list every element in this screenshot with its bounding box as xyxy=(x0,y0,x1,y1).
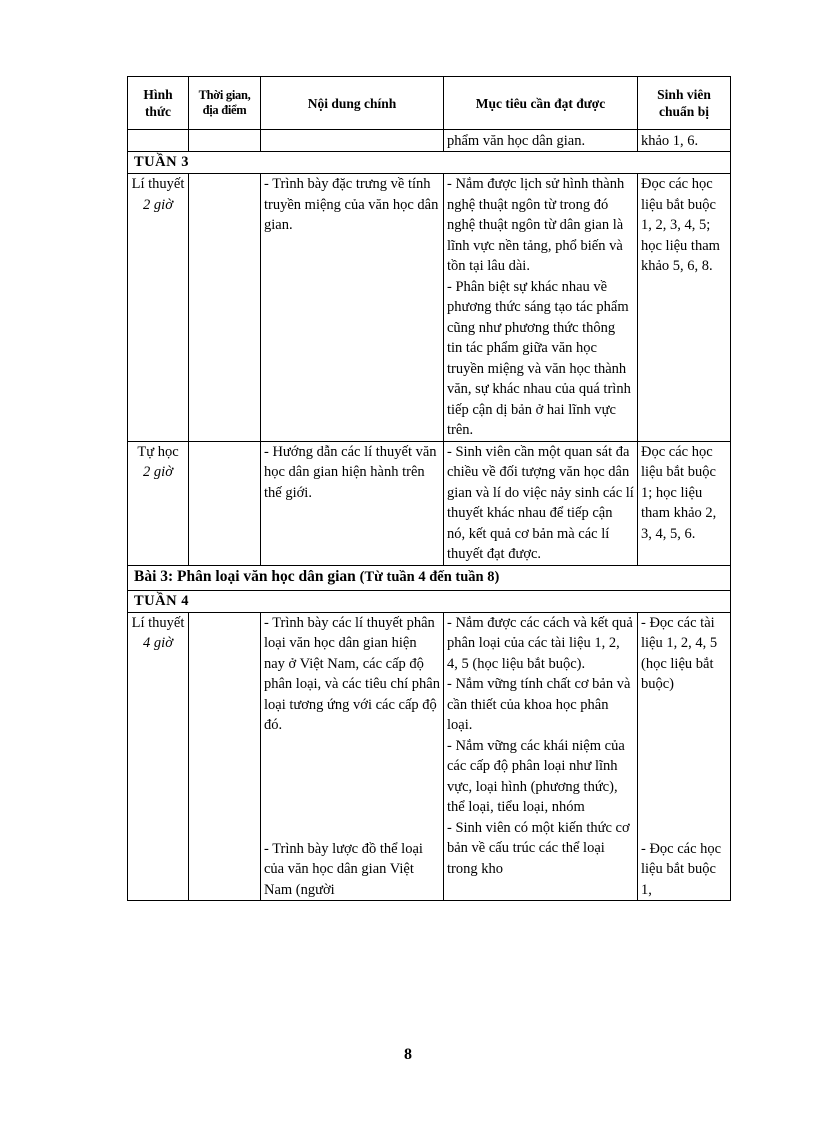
header-objectives: Mục tiêu cần đạt được xyxy=(444,77,638,130)
hours-label: 2 giờ xyxy=(143,196,173,213)
week-4-row xyxy=(128,590,731,612)
week-4-theory-row xyxy=(128,612,731,901)
header-prep: Sinh viên chuẩn bị xyxy=(638,77,731,130)
objective-item: - Nắm vững tính chất cơ bản và cần thiết của khoa học phân loại. xyxy=(447,676,631,733)
time-place-cell xyxy=(189,174,261,442)
prep-cell xyxy=(638,612,731,901)
header-form: Hình thức xyxy=(128,77,189,130)
lesson-3-row xyxy=(128,565,731,590)
week-3-label: TUẦN 3 xyxy=(128,152,731,174)
objectives-cell xyxy=(444,612,638,901)
page-number: 8 xyxy=(404,1046,412,1063)
time-place-cell xyxy=(189,441,261,565)
form-cell xyxy=(128,174,189,442)
header-row xyxy=(128,77,731,130)
content-cell: - Hướng dẫn các lí thuyết văn học dân gian hiện hành trên thế giới. xyxy=(261,441,444,565)
week-3-theory-row xyxy=(128,174,731,442)
objective-item: - Sinh viên có một kiến thức cơ bản về cấu trúc các thể loại trong kho xyxy=(447,819,630,877)
objective-item: - Nắm được lịch sử hình thành nghệ thuật ngôn từ trong đó nghệ thuật ngôn từ dân gian là lĩnh vực nền tảng, phổ biến và tồn tại lâu dài. xyxy=(447,176,625,274)
hours-label: 2 giờ xyxy=(143,464,173,480)
objective-item: - Nắm vững các khái niệm của các cấp độ phân loại như lĩnh vực, loại hình (phương thức), thể loại, tiểu loại, nhóm xyxy=(447,737,625,815)
header-time-place: Thời gian, địa điểm xyxy=(189,77,261,130)
continuation-row xyxy=(128,130,731,152)
week-4-label: TUẦN 4 xyxy=(128,590,731,612)
week-3-self-study-row xyxy=(128,441,731,565)
continuation-prep: khảo 1, 6. xyxy=(638,130,731,152)
syllabus-table xyxy=(127,76,731,901)
form-label: Tự học xyxy=(137,443,179,460)
header-content: Nội dung chính xyxy=(261,77,444,130)
lesson-3-heading xyxy=(128,565,731,590)
content-cell: - Trình bày đặc trưng về tính truyền miệng của văn học dân gian. xyxy=(261,174,444,442)
content-item: - Trình bày các lí thuyết phân loại văn học dân gian hiện nay ở Việt Nam, các cấp độ phân loại, và các tiêu chí phân loại tương ứng với các cấp độ đó. xyxy=(264,614,440,733)
form-cell xyxy=(128,441,189,565)
week-3-row xyxy=(128,152,731,174)
objective-item: - Nắm được các cách và kết quả phân loại của các tài liệu 1, 2, 4, 5 (học liệu bắt buộc). xyxy=(447,614,633,672)
lesson-3-range: (Từ tuần 4 đến tuần 8) xyxy=(359,569,500,586)
form-label: Lí thuyết xyxy=(131,614,185,631)
continuation-objectives: phẩm văn học dân gian. xyxy=(444,130,638,152)
prep-cell: Đọc các học liệu bắt buộc 1, 2, 3, 4, 5; học liệu tham khảo 5, 6, 8. xyxy=(638,174,731,442)
form-cell xyxy=(128,612,189,901)
objectives-cell: - Sinh viên cần một quan sát đa chiều về đối tượng văn học dân gian và lí do việc nảy sinh các lí thuyết khác nhau để tiếp cận nó, kết quả cơ bản mà các lí thuyết đạt được. xyxy=(444,441,638,565)
prep-item: - Đọc các học liệu bắt buộc 1, xyxy=(641,840,722,898)
content-item: - Trình bày lược đồ thể loại của văn học dân gian Việt Nam (người xyxy=(264,840,423,898)
form-label: Lí thuyết xyxy=(131,176,185,192)
hours-label: 4 giờ xyxy=(143,635,173,651)
prep-item: - Đọc các tài liệu 1, 2, 4, 5 (học liệu bắt buộc) xyxy=(641,614,718,692)
prep-cell: Đọc các học liệu bắt buộc 1; học liệu tham khảo 2, 3, 4, 5, 6. xyxy=(638,441,731,565)
objectives-cell xyxy=(444,174,638,442)
content-cell xyxy=(261,612,444,901)
lesson-3-title: Bài 3: Phân loại văn học dân gian xyxy=(134,568,356,586)
time-place-cell xyxy=(189,612,261,901)
objective-item: - Phân biệt sự khác nhau về phương thức sáng tạo tác phẩm cũng như phương thức thông tin tác phẩm giữa văn học truyền miệng và văn học thành văn, sự khác nhau của quá trình tiếp cận dị bản ở hai lĩnh vực trên. xyxy=(447,278,631,438)
